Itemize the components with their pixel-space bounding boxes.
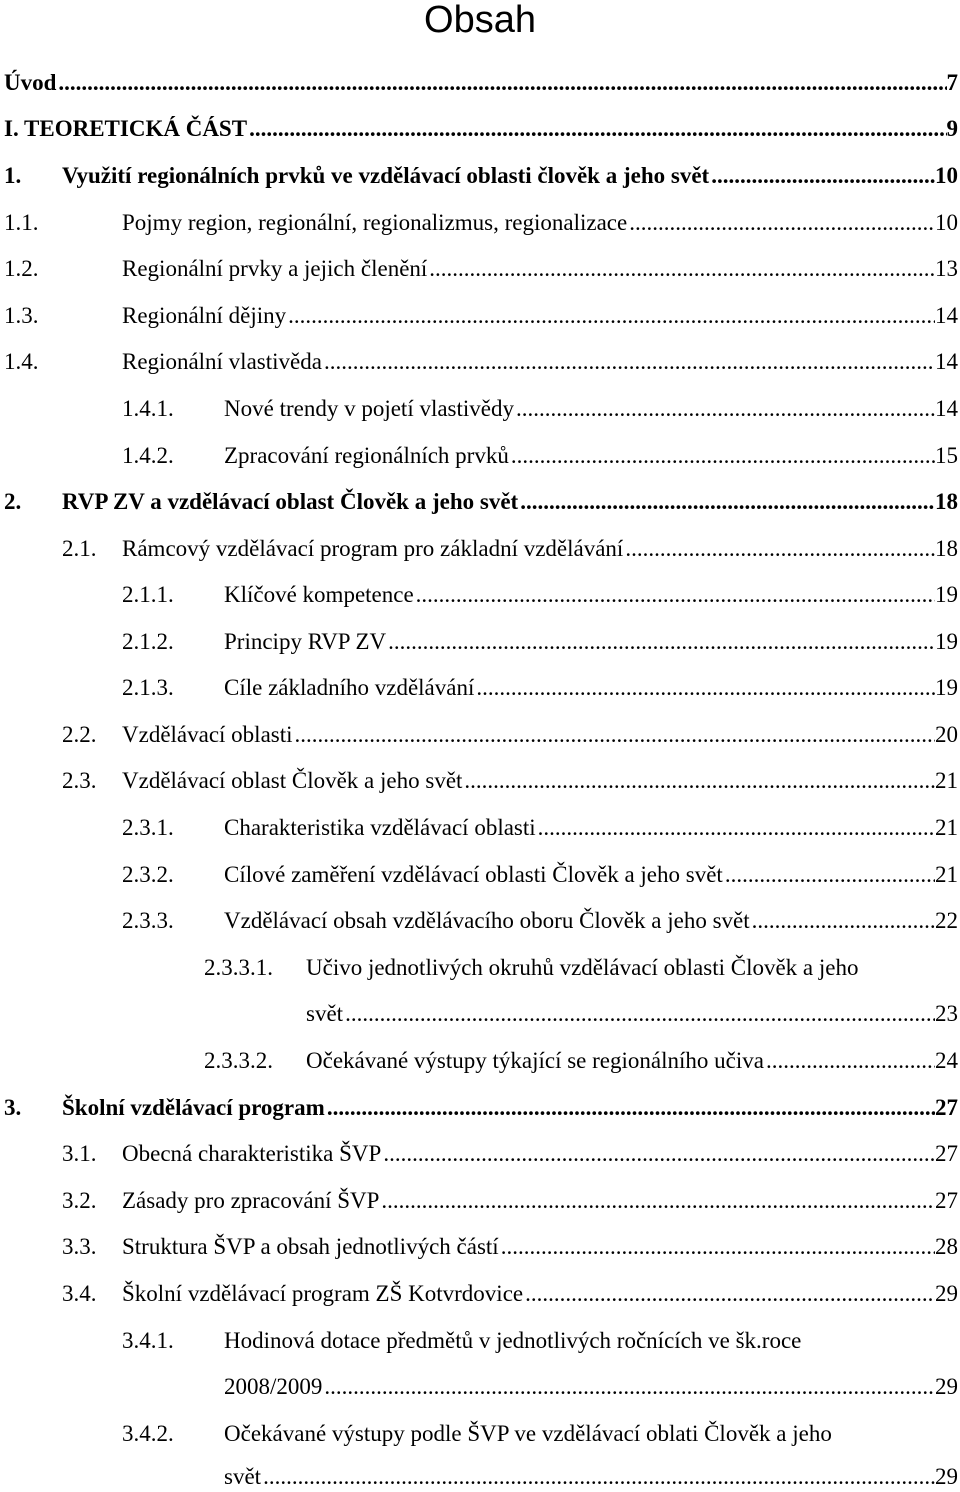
dot-leader bbox=[525, 1279, 935, 1309]
toc-entry[interactable] bbox=[0, 1093, 958, 1123]
toc-entry[interactable] bbox=[0, 347, 958, 377]
toc-entry-number: 2.3.3.1. bbox=[204, 955, 273, 980]
toc-entry-page: 19 bbox=[935, 629, 958, 654]
dot-leader bbox=[288, 301, 935, 331]
dot-leader bbox=[249, 114, 946, 144]
toc-entry[interactable] bbox=[0, 1419, 958, 1449]
dot-leader bbox=[263, 1462, 935, 1492]
toc-entry[interactable] bbox=[0, 534, 958, 564]
toc-entry-title: Cílové zaměření vzdělávací oblasti Člověk a jeho svět bbox=[224, 862, 723, 887]
toc-entry[interactable] bbox=[0, 1232, 958, 1262]
toc-entry[interactable] bbox=[0, 627, 958, 657]
toc-entry-title: Úvod bbox=[4, 70, 57, 95]
toc-entry-number: 2.3.3.2. bbox=[204, 1048, 273, 1073]
toc-entry-number: 3.4.2. bbox=[122, 1421, 174, 1446]
toc-entry-page: 18 bbox=[935, 536, 958, 561]
toc-entry-title: Regionální vlastivěda bbox=[122, 349, 322, 374]
toc-entry-number: 2.1.2. bbox=[122, 629, 174, 654]
dot-leader bbox=[625, 534, 935, 564]
toc-entry-page: 21 bbox=[935, 862, 958, 887]
toc-entry-number: 3.4.1. bbox=[122, 1328, 174, 1353]
dot-leader bbox=[711, 161, 935, 191]
dot-leader bbox=[58, 68, 946, 98]
toc-entry-title: 2008/2009 bbox=[224, 1374, 323, 1399]
dot-leader bbox=[381, 1186, 935, 1216]
toc-entry-title: Struktura ŠVP a obsah jednotlivých částí bbox=[122, 1234, 499, 1259]
toc-entry[interactable] bbox=[0, 906, 958, 936]
toc-entry-page: 21 bbox=[935, 815, 958, 840]
toc-entry-number: 1. bbox=[4, 163, 22, 188]
toc-entry-number: 3. bbox=[4, 1095, 22, 1120]
toc-entry-title: Regionální dějiny bbox=[122, 303, 287, 328]
dot-leader bbox=[327, 1093, 935, 1123]
toc-entry-page: 29 bbox=[935, 1281, 958, 1306]
toc-entry[interactable] bbox=[0, 68, 958, 98]
toc-entry-number: 2.3.2. bbox=[122, 862, 174, 887]
toc-entry-title: Rámcový vzdělávací program pro základní vzdělávání bbox=[122, 536, 624, 561]
toc-entry-number: 3.4. bbox=[62, 1281, 97, 1306]
toc-entry-number: 2. bbox=[4, 489, 22, 514]
toc-entry-title: Regionální prvky a jejich členění bbox=[122, 256, 428, 281]
dot-leader bbox=[476, 673, 935, 703]
toc-entry[interactable] bbox=[0, 208, 958, 238]
toc-entry-number: 3.2. bbox=[62, 1188, 97, 1213]
toc-entry-title: Využití regionálních prvků ve vzdělávací oblasti člověk a jeho svět bbox=[62, 163, 710, 188]
toc-entry[interactable] bbox=[0, 441, 958, 471]
toc-entry-page: 24 bbox=[935, 1048, 958, 1073]
toc-entry[interactable] bbox=[0, 860, 958, 890]
dot-leader bbox=[725, 860, 935, 890]
toc-entry[interactable] bbox=[0, 114, 958, 144]
toc-entry-number: 2.1.3. bbox=[122, 675, 174, 700]
toc-entry-title: svět bbox=[306, 1001, 344, 1026]
toc-entry[interactable] bbox=[0, 301, 958, 331]
toc-entry-page: 20 bbox=[935, 722, 958, 747]
toc-entry-number: 2.2. bbox=[62, 722, 97, 747]
toc-entry-page: 14 bbox=[935, 303, 958, 328]
toc-entry[interactable] bbox=[0, 1372, 958, 1402]
toc-entry-number: 2.1.1. bbox=[122, 582, 174, 607]
toc-entry-page: 14 bbox=[935, 349, 958, 374]
toc-entry-title: I. TEORETICKÁ ČÁST bbox=[4, 116, 248, 141]
toc-entry-title: Vzdělávací oblasti bbox=[122, 722, 293, 747]
toc-entry[interactable] bbox=[0, 1462, 958, 1492]
toc-entry-page: 10 bbox=[935, 163, 958, 188]
toc-entry[interactable] bbox=[0, 953, 958, 983]
toc-entry-title: Hodinová dotace předmětů v jednotlivých ročnících ve šk.roce bbox=[224, 1328, 802, 1353]
toc-entry-page: 15 bbox=[935, 443, 958, 468]
toc-entry[interactable] bbox=[0, 813, 958, 843]
toc-entry-title: Vzdělávací obsah vzdělávacího oboru Člověk a jeho svět bbox=[224, 908, 750, 933]
dot-leader bbox=[388, 627, 935, 657]
toc-entry-title: Nové trendy v pojetí vlastivědy bbox=[224, 396, 514, 421]
dot-leader bbox=[520, 487, 935, 517]
toc-entry-page: 22 bbox=[935, 908, 958, 933]
toc-entry-title: Charakteristika vzdělávací oblasti bbox=[224, 815, 536, 840]
toc-entry[interactable] bbox=[0, 1139, 958, 1169]
toc-entry-title: Vzdělávací oblast Člověk a jeho svět bbox=[122, 768, 463, 793]
toc-entry[interactable] bbox=[0, 720, 958, 750]
toc-entry-number: 1.4.2. bbox=[122, 443, 174, 468]
dot-leader bbox=[345, 999, 935, 1029]
toc-entry[interactable] bbox=[0, 1326, 958, 1356]
toc-entry-number: 3.1. bbox=[62, 1141, 97, 1166]
dot-leader bbox=[324, 1372, 935, 1402]
toc-entry-page: 13 bbox=[935, 256, 958, 281]
toc-entry-page: 29 bbox=[935, 1374, 958, 1399]
toc-entry[interactable] bbox=[0, 766, 958, 796]
toc-entry-page: 14 bbox=[935, 396, 958, 421]
dot-leader bbox=[511, 441, 935, 471]
toc-entry-number: 2.3.3. bbox=[122, 908, 174, 933]
toc-entry-title: Klíčové kompetence bbox=[224, 582, 414, 607]
toc-entry-page: 9 bbox=[946, 116, 958, 141]
dot-leader bbox=[429, 254, 935, 284]
toc-entry[interactable] bbox=[0, 487, 958, 517]
dot-leader bbox=[324, 347, 935, 377]
toc-entry-number: 2.1. bbox=[62, 536, 97, 561]
toc-entry-title: Pojmy region, regionální, regionalizmus, regionalizace bbox=[122, 210, 628, 235]
dot-leader bbox=[416, 580, 935, 610]
dot-leader bbox=[516, 394, 935, 424]
toc-entry-title: Školní vzdělávací program bbox=[62, 1095, 325, 1120]
toc-entry-title: Učivo jednotlivých okruhů vzdělávací oblasti Člověk a jeho bbox=[306, 955, 859, 980]
toc-entry-number: 3.3. bbox=[62, 1234, 97, 1259]
toc-entry[interactable] bbox=[0, 254, 958, 284]
toc-entry-page: 7 bbox=[946, 70, 958, 95]
toc-entry-title: Cíle základního vzdělávání bbox=[224, 675, 475, 700]
toc-entry-number: 1.3. bbox=[4, 303, 39, 328]
dot-leader bbox=[629, 208, 935, 238]
toc-entry-page: 28 bbox=[935, 1234, 958, 1259]
dot-leader bbox=[295, 720, 935, 750]
toc-entry[interactable] bbox=[0, 394, 958, 424]
toc-entry-page: 21 bbox=[935, 768, 958, 793]
toc-entry-page: 29 bbox=[935, 1464, 958, 1489]
page-title: Obsah bbox=[424, 0, 536, 41]
toc-entry-title: svět bbox=[224, 1464, 262, 1489]
toc-entry-page: 18 bbox=[935, 489, 958, 514]
toc-entry[interactable] bbox=[0, 1046, 958, 1076]
dot-leader bbox=[464, 766, 935, 796]
toc-entry[interactable] bbox=[0, 161, 958, 191]
toc-entry-page: 23 bbox=[935, 1001, 958, 1026]
toc-entry-number: 1.4. bbox=[4, 349, 39, 374]
toc-entry-page: 27 bbox=[935, 1141, 958, 1166]
toc-entry-page: 19 bbox=[935, 582, 958, 607]
toc-entry-page: 19 bbox=[935, 675, 958, 700]
toc-entry-number: 2.3. bbox=[62, 768, 97, 793]
toc-entry-number: 1.1. bbox=[4, 210, 39, 235]
toc-entry[interactable] bbox=[0, 1186, 958, 1216]
toc-entry-page: 27 bbox=[935, 1188, 958, 1213]
toc-entry-title: Zásady pro zpracování ŠVP bbox=[122, 1188, 380, 1213]
toc-entry[interactable] bbox=[0, 1279, 958, 1309]
dot-leader bbox=[538, 813, 935, 843]
toc-entry-page: 10 bbox=[935, 210, 958, 235]
toc-entry[interactable] bbox=[0, 580, 958, 610]
toc-entry-title: Školní vzdělávací program ZŠ Kotvrdovice bbox=[122, 1281, 524, 1306]
toc-entry-title: Očekávané výstupy týkající se regionálního učiva bbox=[306, 1048, 764, 1073]
dot-leader bbox=[766, 1046, 935, 1076]
toc-entry-title: Principy RVP ZV bbox=[224, 629, 387, 654]
toc-entry[interactable] bbox=[0, 999, 958, 1029]
toc-entry-number: 1.4.1. bbox=[122, 396, 174, 421]
dot-leader bbox=[501, 1232, 935, 1262]
dot-leader bbox=[383, 1139, 935, 1169]
toc-entry-number: 1.2. bbox=[4, 256, 39, 281]
toc-entry-number: 2.3.1. bbox=[122, 815, 174, 840]
toc-entry-title: Očekávané výstupy podle ŠVP ve vzdělávací oblati Člověk a jeho bbox=[224, 1421, 832, 1446]
toc-entry-title: RVP ZV a vzdělávací oblast Člověk a jeho svět bbox=[62, 489, 519, 514]
toc-entry-title: Zpracování regionálních prvků bbox=[224, 443, 509, 468]
dot-leader bbox=[752, 906, 935, 936]
toc-entry[interactable] bbox=[0, 673, 958, 703]
toc-entry-title: Obecná charakteristika ŠVP bbox=[122, 1141, 382, 1166]
toc-entry-page: 27 bbox=[935, 1095, 958, 1120]
